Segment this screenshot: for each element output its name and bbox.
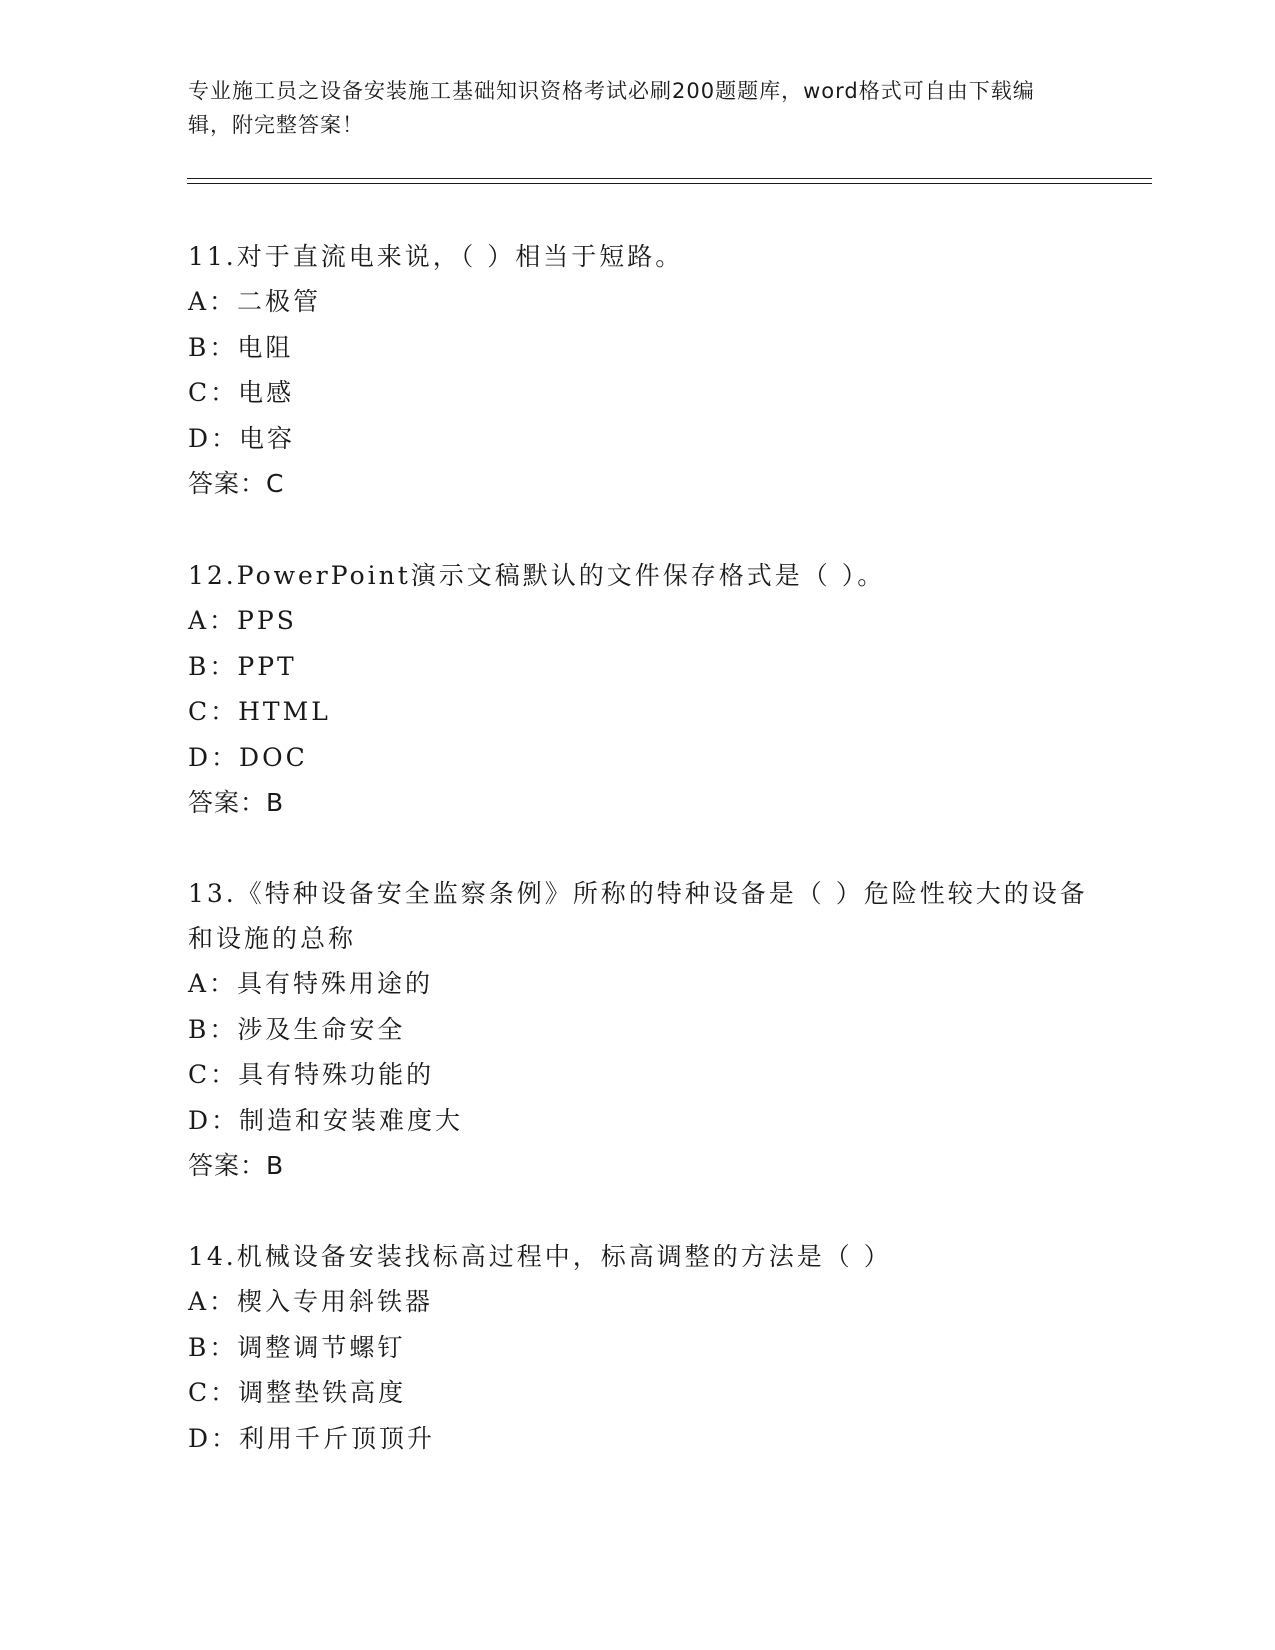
answer-line: 答案：B: [188, 1151, 285, 1180]
option-b: B：调整调节螺钉: [188, 1332, 406, 1362]
question-13: [188, 871, 1088, 1188]
option-d: D：利用千斤顶顶升: [188, 1423, 436, 1453]
document-header: 专业施工员之设备安装施工基础知识资格考试必刷200题题库，word格式可自由下载编辑，附完整答案！: [188, 79, 1035, 137]
question-stem: 12.PowerPoint演示文稿默认的文件保存格式是（ ）。: [188, 561, 886, 590]
answer-line: 答案：C: [188, 469, 285, 498]
option-b: B：电阻: [188, 332, 294, 362]
option-a: A：PPS: [188, 606, 297, 635]
question-stem: 14.机械设备安装找标高过程中，标高调整的方法是（ ）: [188, 1242, 892, 1271]
option-a: A：二极管: [188, 287, 322, 316]
question-14: [188, 1234, 1088, 1461]
option-d: D：制造和安装难度大: [188, 1105, 464, 1135]
option-a: A：楔入专用斜铁器: [188, 1287, 434, 1316]
header-divider-bottom: [187, 183, 1152, 184]
option-c: C：HTML: [188, 697, 331, 726]
option-b: B：PPT: [188, 651, 297, 681]
option-b: B：涉及生命安全: [188, 1014, 406, 1044]
option-a: A：具有特殊用途的: [188, 969, 434, 998]
answer-line: 答案：B: [188, 788, 285, 817]
option-c: C：电感: [188, 378, 295, 407]
option-c: C：具有特殊功能的: [188, 1060, 435, 1089]
question-stem: 13.《特种设备安全监察条例》所称的特种设备是（ ）危险性较大的设备和设施的总称: [188, 879, 1088, 953]
option-d: D：DOC: [188, 742, 308, 772]
header-divider-top: [187, 178, 1152, 179]
question-stem: 11.对于直流电来说，（ ）相当于短路。: [188, 242, 684, 271]
option-c: C：调整垫铁高度: [188, 1378, 407, 1407]
option-d: D：电容: [188, 423, 296, 453]
question-11: [188, 234, 1088, 506]
question-12: [188, 553, 1088, 825]
